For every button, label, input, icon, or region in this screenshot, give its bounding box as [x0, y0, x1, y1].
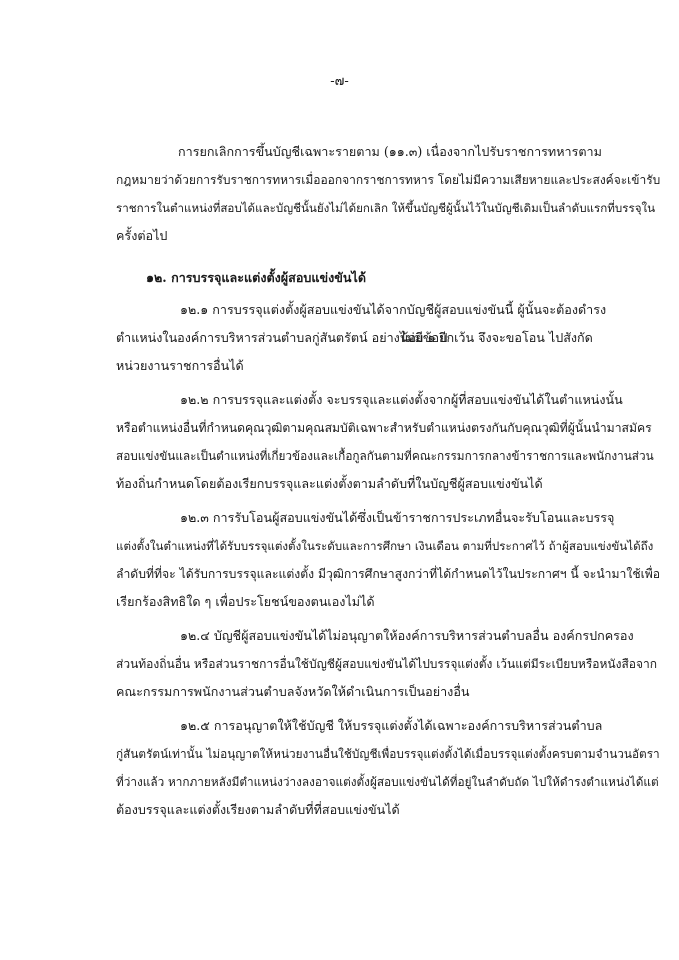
item-12-3-line: ลำดับที่ที่จะ ได้รับการบรรจุและแต่งตั้ง มีวุฒิการศึกษาสูงกว่าที่ได้กำหนดไว้ในประกาศฯ นี้ จะนำมาใช้เพื่อ: [116, 567, 661, 581]
item-12-1-line: ๑๒.๑ การบรรจุแต่งตั้งผู้สอบแข่งขันได้จากบัญชีผู้สอบแข่งขันนี้ ผู้นั้นจะต้องดำรง: [180, 302, 607, 317]
item-12-4-line: ส่วนท้องถิ่นอื่น หรือส่วนราชการอื่นใช้บัญชีผู้สอบแข่งขันได้ไปบรรจุแต่งตั้ง เว้นแต่มีระเบียบหรือหนังสือจาก: [116, 657, 658, 671]
item-12-2-line: ท้องถิ่นกำหนดโดยต้องเรียกบรรจุและแต่งตั้งตามลำดับที่ในบัญชีผู้สอบแข่งขันได้: [116, 476, 543, 491]
item-12-3-line: เรียกร้องสิทธิใด ๆ เพื่อประโยชน์ของตนเองไม่ได้: [116, 594, 375, 609]
item-12-4-line: คณะกรรมการพนักงานส่วนตำบลจังหวัดให้ดำเนินการเป็นอย่างอื่น: [116, 684, 470, 699]
paragraph-line: ครั้งต่อไป: [116, 228, 168, 243]
item-12-2-line: หรือตำแหน่งอื่นที่กำหนดคุณวุฒิตามคุณสมบัติเฉพาะสำหรับตำแหน่งตรงกันกับคุณวุฒิที่ผู้นั้นนำมาสมัคร: [116, 421, 652, 435]
paragraph-line: กฎหมายว่าด้วยการรับราชการทหารเมื่อออกจากราชการทหาร โดยไม่มีความเสียหายและประสงค์จะเข้ารับ: [116, 173, 661, 187]
item-12-2-line: ๑๒.๒ การบรรจุและแต่งตั้ง จะบรรจุและแต่งตั้งจากผู้ที่สอบแข่งขันได้ในตำแหน่งนั้น: [180, 392, 623, 407]
item-12-1-line: หน่วยงานราชการอื่นได้: [116, 358, 244, 373]
item-12-3-line: แต่งตั้งในตำแหน่งที่ได้รับบรรจุแต่งตั้งในระดับและการศึกษา เงินเดือน ตามที่ประกาศไว้ ถ้าผู้สอบแข่งขันได้ถึง: [116, 539, 654, 553]
paragraph-line: การยกเลิกการขึ้นบัญชีเฉพาะรายตาม (๑๑.๓) เนื่องจากไปรับราชการทหารตาม: [178, 144, 602, 159]
item-12-5-line: ๑๒.๕ การอนุญาตให้ใช้บัญชี ให้บรรจุแต่งตั้งได้เฉพาะองค์การบริหารส่วนตำบล: [180, 718, 603, 733]
item-12-4-line: ๑๒.๔ บัญชีผู้สอบแข่งขันได้ไม่อนุญาตให้องค์การบริหารส่วนตำบลอื่น องค์กรปกครอง: [180, 628, 634, 643]
item-12-5-line: กู่สันตรัตน์เท่านั้น ไม่อนุญาตให้หน่วยงานอื่นใช้บัญชีเพื่อบรรจุแต่งตั้งได้เมื่อบรรจุแต่งตั้งครบตามจำนวนอัตรา: [116, 747, 660, 761]
item-12-1-line: ไม่มีข้อยกเว้น จึงจะขอโอน ไปสังกัด: [400, 330, 593, 345]
paragraph-line: ราชการในตำแหน่งที่สอบได้และบัญชีนั้นยังไม่ได้ยกเลิก ให้ขึ้นบัญชีผู้นั้นไว้ในบัญชีเดิมเป็นลำดับแรกที่บรรจุใน: [116, 201, 656, 215]
section-heading: ๑๒. การบรรจุและแต่งตั้งผู้สอบแข่งขันได้: [146, 270, 367, 285]
item-12-1-line: ตำแหน่งในองค์การบริหารส่วนตำบลกู่สันตรัตน์ อย่างน้อย ๑ ปี: [116, 330, 448, 345]
item-12-2-line: สอบแข่งขันและเป็นตำแหน่งที่เกี่ยวข้องและเกื้อกูลกันตามที่คณะกรรมการกลางข้าราชการและพนักงานส่วน: [116, 449, 654, 463]
item-12-5-line: ต้องบรรจุและแต่งตั้งเรียงตามลำดับที่ที่สอบแข่งขันได้: [116, 802, 400, 817]
item-12-3-line: ๑๒.๓ การรับโอนผู้สอบแข่งขันได้ซึ่งเป็นข้าราชการประเภทอื่นจะรับโอนและบรรจุ: [180, 510, 615, 525]
item-12-5-line: ที่ว่างแล้ว หากภายหลังมีตำแหน่งว่างลงอาจแต่งตั้งผู้สอบแข่งขันได้ที่อยู่ในลำดับถัด ไปให้ดำรงตำแหน่งได้แต่: [116, 775, 659, 789]
page-number: -๗-: [330, 74, 349, 89]
